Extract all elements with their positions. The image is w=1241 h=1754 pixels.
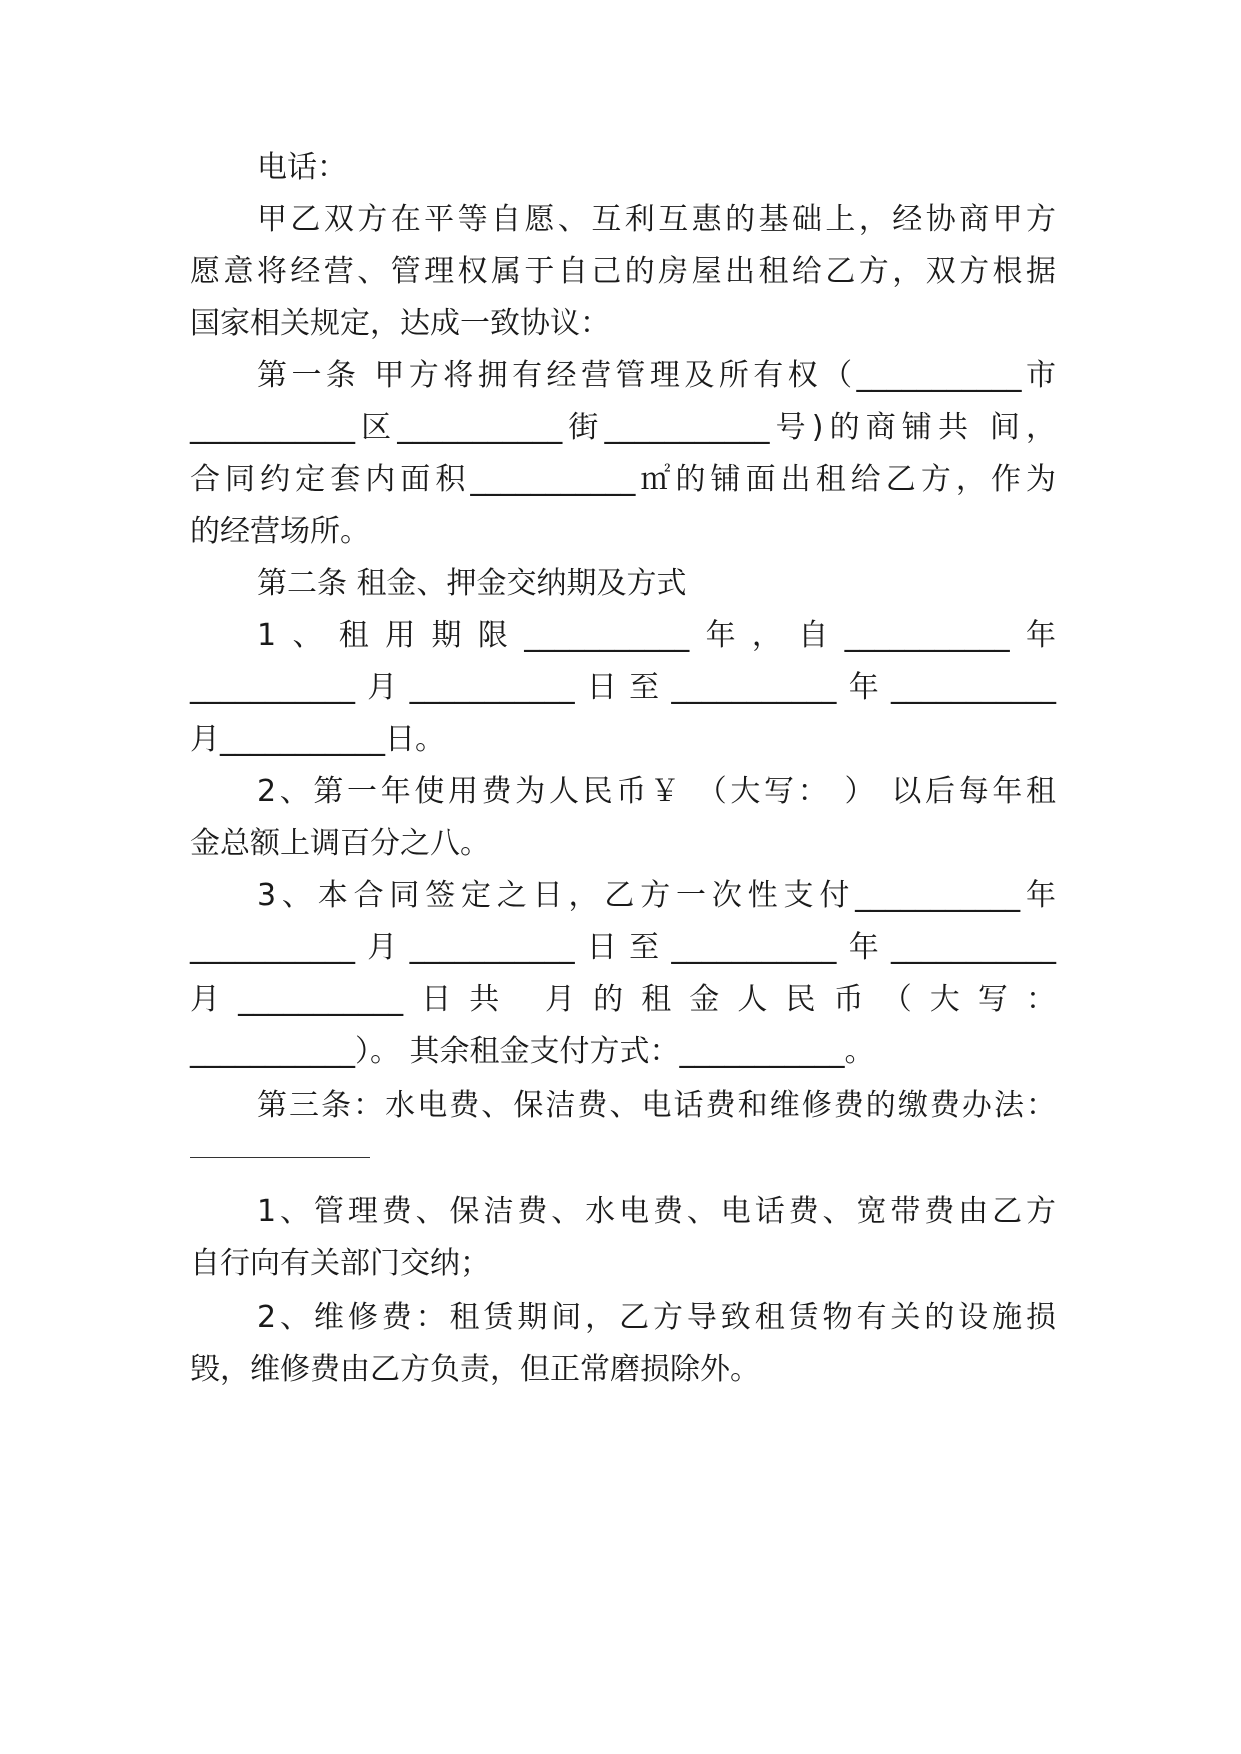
article-1-line-2: ___________区___________街___________号)的商铺共 间， [190,410,1056,445]
article-1-line-3: 合同约定套内面积___________㎡的铺面出租给乙方，作为 [190,462,1056,497]
article-3-item-2-line-1: 2、维修费：租赁期间，乙方导致租赁物有关的设施损 [257,1300,1056,1335]
article-2-item-1-line-1: 1、租用期限___________年，自___________年 [257,618,1056,653]
preamble-line-3: 国家相关规定，达成一致协议： [190,306,610,341]
article-3-item-1-line-1: 1、管理费、保洁费、水电费、电话费、宽带费由乙方 [257,1194,1056,1229]
article-3-heading: 第三条：水电费、保洁费、电话费和维修费的缴费办法： [257,1088,1056,1123]
article-2-item-1-line-2: ___________月___________日至___________年___________ [190,670,1056,705]
article-2-heading: 第二条 租金、押金交纳期及方式 [257,566,687,601]
article-2-item-3-line-4: ___________）。 其余租金支付方式：___________。 [190,1034,875,1069]
article-2-item-3-line-1: 3、本合同签定之日，乙方一次性支付___________年 [257,878,1056,913]
article-2-item-3-line-3: 月___________日共 月的租金人民币（大写： [190,982,1056,1017]
article-1-line-1: 第一条 甲方将拥有经营管理及所有权（___________市 [257,358,1056,393]
article-1-line-4: 的经营场所。 [190,514,370,549]
article-2-item-2-line-1: 2、第一年使用费为人民币￥ （大写： ） 以后每年租 [257,774,1056,809]
article-2-item-1-line-3: 月___________日。 [190,722,445,757]
article-2-item-2-line-2: 金总额上调百分之八。 [190,826,490,861]
article-3-item-2-line-2: 毁，维修费由乙方负责，但正常磨损除外。 [190,1352,760,1387]
article-3-fill-in-blank [190,1157,370,1158]
article-2-item-3-line-2: ___________月___________日至___________年___________ [190,930,1056,965]
article-3-item-1-line-2: 自行向有关部门交纳； [190,1246,490,1281]
preamble-line-2: 愿意将经营、管理权属于自己的房屋出租给乙方，双方根据 [190,254,1056,289]
contact-phone-label: 电话： [257,150,347,185]
preamble-line-1: 甲乙双方在平等自愿、互利互惠的基础上，经协商甲方 [257,202,1056,237]
